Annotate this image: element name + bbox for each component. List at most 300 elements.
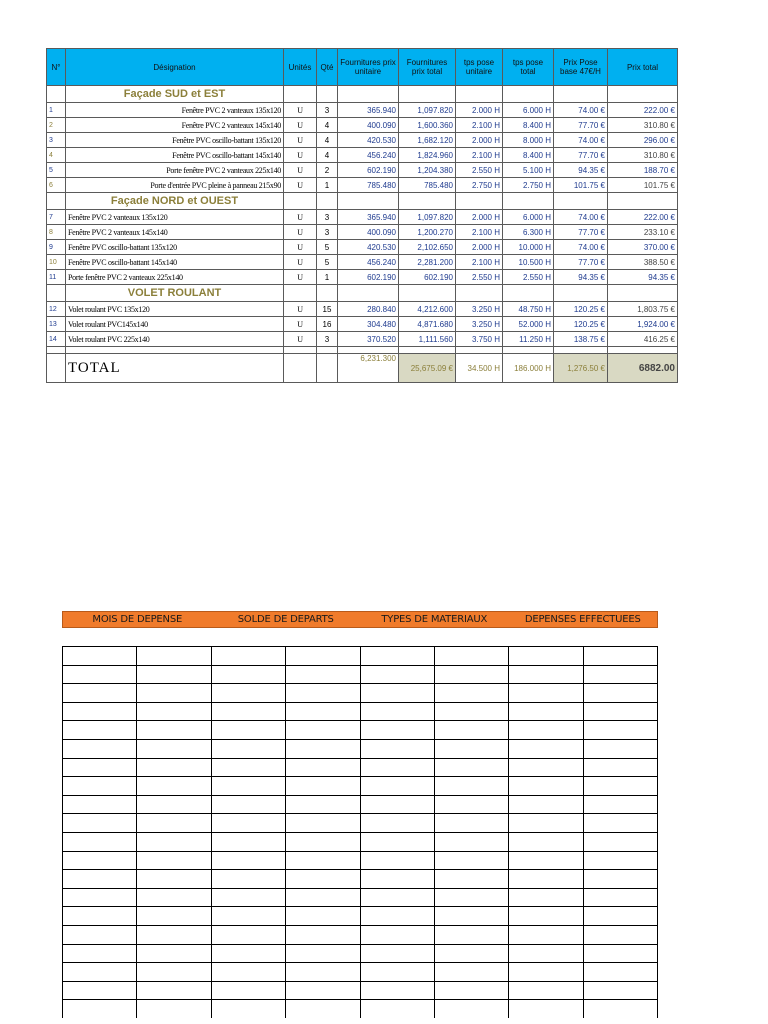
expenses-grid-cell[interactable] [360,962,434,981]
cell-num: 12 [47,302,66,317]
col-header-qte: Qté [317,49,338,86]
cell-prix-total: 222.00 € [608,103,678,118]
cell-tps-total: 6.000 H [503,103,554,118]
cell-fournitures-pu: 785.480 [338,178,399,193]
spacer-cell [608,347,678,354]
expenses-grid-cell[interactable] [360,888,434,907]
expenses-grid-cell[interactable] [508,702,582,721]
expenses-grid-cell[interactable] [508,999,582,1018]
expenses-grid-cell[interactable] [62,962,136,981]
expenses-grid-cell[interactable] [508,944,582,963]
expenses-grid-cell[interactable] [508,962,582,981]
expenses-grid-cell[interactable] [434,925,508,944]
cell-tps-total: 6.000 H [503,210,554,225]
expenses-grid-cell[interactable] [434,999,508,1018]
total-empty-unite [284,354,317,383]
expenses-grid-cell[interactable] [136,888,210,907]
cell-designation: Volet roulant PVC 135x120 [66,302,284,317]
expenses-grid-cell[interactable] [136,665,210,684]
section-empty-cell [456,193,503,210]
expenses-grid-cell[interactable] [136,776,210,795]
expenses-grid-cell[interactable] [285,665,359,684]
expenses-grid-row [62,646,658,665]
cell-unite: U [284,270,317,285]
section-empty-cell [317,193,338,210]
cell-fournitures-pt: 1,097.820 [399,210,456,225]
cell-fournitures-pu: 420.530 [338,133,399,148]
expenses-grid-cell[interactable] [62,869,136,888]
expenses-grid-cell[interactable] [508,869,582,888]
expenses-grid-cell[interactable] [136,981,210,1000]
expenses-grid-cell[interactable] [285,981,359,1000]
expenses-grid-cell[interactable] [360,646,434,665]
section-empty-cell [399,193,456,210]
expenses-grid-cell[interactable] [211,888,285,907]
expenses-grid-cell[interactable] [434,832,508,851]
expenses-grid-cell[interactable] [434,851,508,870]
cell-tps-total: 52.000 H [503,317,554,332]
cell-num: 2 [47,118,66,133]
expenses-grid-cell[interactable] [508,758,582,777]
cell-num: 1 [47,103,66,118]
expenses-grid-cell[interactable] [508,851,582,870]
cell-fournitures-pu: 400.090 [338,225,399,240]
expenses-grid-cell[interactable] [434,683,508,702]
col-header-prix-pose: Prix Pose base 47€/H [554,49,608,86]
expenses-grid-cell[interactable] [583,665,658,684]
expenses-grid-cell[interactable] [583,906,658,925]
cell-tps-unitaire: 2.000 H [456,133,503,148]
expenses-grid-cell[interactable] [62,665,136,684]
expenses-grid-cell[interactable] [211,925,285,944]
expenses-grid-cell[interactable] [62,851,136,870]
expenses-grid-cell[interactable] [360,758,434,777]
expenses-grid-cell[interactable] [360,981,434,1000]
expenses-grid-cell[interactable] [285,720,359,739]
expenses-grid-cell[interactable] [508,906,582,925]
cell-unite: U [284,255,317,270]
expenses-grid-cell[interactable] [62,888,136,907]
expenses-grid-cell[interactable] [211,981,285,1000]
cell-qte: 3 [317,103,338,118]
expenses-grid-cell[interactable] [211,702,285,721]
expenses-grid-cell[interactable] [62,906,136,925]
cell-num: 8 [47,225,66,240]
expenses-grid-cell[interactable] [136,906,210,925]
cell-unite: U [284,332,317,347]
expenses-grid-cell[interactable] [434,702,508,721]
expenses-grid-cell[interactable] [136,646,210,665]
expenses-grid-cell[interactable] [360,869,434,888]
table-row [47,133,678,148]
section-empty-cell [608,193,678,210]
expenses-grid-cell[interactable] [136,999,210,1018]
expenses-grid-cell[interactable] [136,962,210,981]
cell-unite: U [284,240,317,255]
cell-qte: 4 [317,118,338,133]
cell-prix-total: 296.00 € [608,133,678,148]
expenses-grid-cell[interactable] [434,758,508,777]
cell-prix-pose: 74.00 € [554,133,608,148]
expenses-grid-cell[interactable] [583,832,658,851]
section-empty-cell [47,285,66,302]
cell-qte: 1 [317,178,338,193]
section-empty-cell [317,86,338,103]
expenses-grid-cell[interactable] [434,944,508,963]
cell-prix-pose: 94.35 € [554,163,608,178]
expenses-grid-cell[interactable] [62,720,136,739]
expenses-grid-cell[interactable] [285,832,359,851]
expenses-grid-cell[interactable] [360,702,434,721]
expenses-grid-cell[interactable] [583,869,658,888]
expenses-grid-cell[interactable] [136,813,210,832]
expenses-grid-cell[interactable] [62,832,136,851]
expenses-grid-cell[interactable] [136,683,210,702]
cell-tps-total: 48.750 H [503,302,554,317]
cell-prix-total: 310.80 € [608,118,678,133]
cell-tps-unitaire: 3.250 H [456,317,503,332]
expenses-grid-row [62,795,658,814]
cell-qte: 2 [317,163,338,178]
cell-fournitures-pt: 4,212.600 [399,302,456,317]
expenses-grid-cell[interactable] [360,813,434,832]
expenses-grid-cell[interactable] [434,813,508,832]
cell-fournitures-pt: 4,871.680 [399,317,456,332]
cell-designation: Fenêtre PVC oscillo-battant 145x140 [66,255,284,270]
expenses-grid-row [62,981,658,1000]
expenses-grid-row [62,683,658,702]
section-empty-cell [456,86,503,103]
expenses-grid-cell[interactable] [211,962,285,981]
expenses-grid-cell[interactable] [360,851,434,870]
cell-tps-total: 5.100 H [503,163,554,178]
expenses-grid-cell[interactable] [285,795,359,814]
section-empty-cell [456,285,503,302]
expenses-header-mois: MOIS DE DEPENSE [92,614,183,625]
expenses-grid-cell[interactable] [583,999,658,1018]
cell-unite: U [284,163,317,178]
cell-fournitures-pu: 456.240 [338,255,399,270]
expenses-grid-cell[interactable] [136,832,210,851]
expenses-grid-cell[interactable] [583,813,658,832]
cell-fournitures-pt: 1,204.380 [399,163,456,178]
col-header-num: N° [47,49,66,86]
expenses-grid-cell[interactable] [583,795,658,814]
cell-qte: 5 [317,240,338,255]
expenses-grid-cell[interactable] [583,683,658,702]
expenses-grid-cell[interactable] [285,888,359,907]
cell-fournitures-pu: 602.190 [338,270,399,285]
expenses-grid-cell[interactable] [434,906,508,925]
expenses-grid-cell[interactable] [62,944,136,963]
expenses-grid-cell[interactable] [62,999,136,1018]
expenses-grid-cell[interactable] [62,702,136,721]
cell-fournitures-pu: 456.240 [338,148,399,163]
cell-unite: U [284,133,317,148]
expenses-grid-cell[interactable] [62,739,136,758]
spacer-cell [284,347,317,354]
expenses-grid-cell[interactable] [211,944,285,963]
section-empty-cell [554,86,608,103]
expenses-grid-cell[interactable] [62,795,136,814]
table-row [47,270,678,285]
expenses-grid-cell[interactable] [434,962,508,981]
expenses-header [62,611,658,628]
cell-prix-total: 1,803.75 € [608,302,678,317]
expenses-grid-cell[interactable] [211,813,285,832]
cell-unite: U [284,118,317,133]
table-row [47,240,678,255]
spacer-cell [399,347,456,354]
expenses-grid-cell[interactable] [508,720,582,739]
expenses-grid-cell[interactable] [211,683,285,702]
expenses-grid-cell[interactable] [285,869,359,888]
table-row [47,148,678,163]
total-empty-qte [317,354,338,383]
section-empty-cell [47,86,66,103]
expenses-grid-cell[interactable] [285,813,359,832]
expenses-grid-cell[interactable] [285,962,359,981]
cell-prix-pose: 77.70 € [554,148,608,163]
expenses-grid-cell[interactable] [434,981,508,1000]
expenses-grid-cell[interactable] [360,720,434,739]
total-tps-total: 186.000 H [503,354,554,383]
expenses-grid-cell[interactable] [508,739,582,758]
cell-qte: 4 [317,133,338,148]
expenses-grid-row [62,944,658,963]
expenses-grid-cell[interactable] [434,646,508,665]
expenses-grid-cell[interactable] [285,702,359,721]
cell-tps-total: 10.500 H [503,255,554,270]
expenses-grid-cell[interactable] [583,981,658,1000]
section-empty-cell [399,285,456,302]
cell-tps-total: 8.400 H [503,148,554,163]
expenses-grid-cell[interactable] [211,851,285,870]
cell-fournitures-pu: 304.480 [338,317,399,332]
expenses-grid-cell[interactable] [508,665,582,684]
spacer-cell [338,347,399,354]
cell-num: 9 [47,240,66,255]
quote-table [46,48,678,383]
expenses-grid-cell[interactable] [285,906,359,925]
cell-prix-pose: 120.25 € [554,302,608,317]
expenses-grid-row [62,720,658,739]
expenses-grid-cell[interactable] [360,776,434,795]
cell-unite: U [284,103,317,118]
cell-fournitures-pt: 1,600.360 [399,118,456,133]
expenses-grid-cell[interactable] [211,999,285,1018]
expenses-grid-cell[interactable] [136,758,210,777]
expenses-grid-cell[interactable] [62,683,136,702]
expenses-grid-cell[interactable] [434,776,508,795]
expenses-grid-cell[interactable] [508,925,582,944]
spacer-row [47,347,678,354]
table-row [47,163,678,178]
expenses-grid-cell[interactable] [508,888,582,907]
cell-tps-unitaire: 3.750 H [456,332,503,347]
section-empty-cell [338,285,399,302]
cell-prix-total: 222.00 € [608,210,678,225]
expenses-grid-cell[interactable] [583,702,658,721]
expenses-grid-cell[interactable] [360,999,434,1018]
cell-prix-total: 1,924.00 € [608,317,678,332]
expenses-grid-row [62,665,658,684]
expenses-grid-cell[interactable] [285,925,359,944]
expenses-grid-cell[interactable] [583,925,658,944]
expenses-grid-cell[interactable] [583,944,658,963]
cell-fournitures-pu: 602.190 [338,163,399,178]
cell-unite: U [284,178,317,193]
cell-designation: Fenêtre PVC 2 vanteaux 145x140 [66,225,284,240]
expenses-grid-cell[interactable] [62,758,136,777]
expenses-grid-cell[interactable] [136,925,210,944]
cell-designation: Fenêtre PVC oscillo-battant 135x120 [66,133,284,148]
cell-fournitures-pu: 365.940 [338,103,399,118]
total-fournitures-pt: 25,675.09 € [399,354,456,383]
expenses-grid-cell[interactable] [583,646,658,665]
expenses-grid-cell[interactable] [285,739,359,758]
cell-prix-total: 310.80 € [608,148,678,163]
section-empty-cell [284,285,317,302]
expenses-grid [62,646,658,1018]
expenses-grid-cell[interactable] [360,944,434,963]
expenses-grid-row [62,925,658,944]
expenses-grid-cell[interactable] [360,739,434,758]
cell-num: 10 [47,255,66,270]
expenses-grid-cell[interactable] [508,813,582,832]
spacer-cell [456,347,503,354]
expenses-grid-row [62,869,658,888]
expenses-grid-cell[interactable] [136,944,210,963]
expenses-grid-cell[interactable] [508,795,582,814]
expenses-grid-cell[interactable] [434,739,508,758]
expenses-grid-cell[interactable] [136,869,210,888]
cell-fournitures-pt: 2,102.650 [399,240,456,255]
expenses-grid-cell[interactable] [508,683,582,702]
expenses-grid-cell[interactable] [360,683,434,702]
expenses-grid-cell[interactable] [211,869,285,888]
expenses-grid-cell[interactable] [360,906,434,925]
cell-tps-unitaire: 2.550 H [456,163,503,178]
expenses-grid-cell[interactable] [62,925,136,944]
expenses-grid-cell[interactable] [583,962,658,981]
cell-designation: Fenêtre PVC oscillo-battant 145x140 [66,148,284,163]
expenses-grid-cell[interactable] [285,683,359,702]
expenses-grid-cell[interactable] [136,702,210,721]
cell-designation: Fenêtre PVC 2 vanteaux 145x140 [66,118,284,133]
cell-prix-pose: 77.70 € [554,118,608,133]
expenses-grid-cell[interactable] [360,925,434,944]
cell-fournitures-pu: 365.940 [338,210,399,225]
expenses-grid-cell[interactable] [211,906,285,925]
section-empty-cell [338,193,399,210]
cell-tps-unitaire: 2.100 H [456,225,503,240]
total-prix-total: 6882.00 [608,354,678,383]
expenses-grid-cell[interactable] [434,795,508,814]
expenses-grid-cell[interactable] [211,646,285,665]
section-empty-cell [503,285,554,302]
expenses-grid-cell[interactable] [508,832,582,851]
cell-tps-unitaire: 3.250 H [456,302,503,317]
expenses-grid-cell[interactable] [508,981,582,1000]
expenses-grid-cell[interactable] [285,944,359,963]
expenses-grid-cell[interactable] [136,739,210,758]
expenses-grid-cell[interactable] [211,795,285,814]
expenses-grid-cell[interactable] [285,851,359,870]
cell-fournitures-pt: 1,824.960 [399,148,456,163]
col-header-designation: Désignation [66,49,284,86]
expenses-grid-cell[interactable] [285,646,359,665]
expenses-grid-row [62,962,658,981]
expenses-grid-cell[interactable] [62,813,136,832]
expenses-grid-cell[interactable] [583,739,658,758]
expenses-grid-cell[interactable] [360,665,434,684]
section-row [47,285,678,302]
expenses-grid-cell[interactable] [62,776,136,795]
section-empty-cell [554,193,608,210]
cell-tps-total: 11.250 H [503,332,554,347]
expenses-grid-cell[interactable] [285,999,359,1018]
expenses-grid-cell[interactable] [285,776,359,795]
expenses-grid-row [62,813,658,832]
expenses-grid-cell[interactable] [583,758,658,777]
expenses-grid-cell[interactable] [583,888,658,907]
expenses-grid-cell[interactable] [583,720,658,739]
expenses-grid-cell[interactable] [508,646,582,665]
expenses-grid-cell[interactable] [136,795,210,814]
section-empty-cell [47,193,66,210]
expenses-grid-cell[interactable] [211,720,285,739]
cell-prix-pose: 74.00 € [554,240,608,255]
cell-prix-total: 94.35 € [608,270,678,285]
expenses-grid-cell[interactable] [434,869,508,888]
expenses-grid-cell[interactable] [583,776,658,795]
cell-fournitures-pt: 1,097.820 [399,103,456,118]
expenses-grid-cell[interactable] [62,646,136,665]
expenses-grid-cell[interactable] [211,665,285,684]
expenses-grid-cell[interactable] [211,758,285,777]
cell-fournitures-pt: 1,682.120 [399,133,456,148]
cell-qte: 4 [317,148,338,163]
expenses-grid-cell[interactable] [360,832,434,851]
expenses-grid-cell[interactable] [434,888,508,907]
expenses-grid-cell[interactable] [360,795,434,814]
cell-num: 13 [47,317,66,332]
expenses-grid-cell[interactable] [136,720,210,739]
expenses-grid-cell[interactable] [508,776,582,795]
table-row [47,332,678,347]
expenses-grid-cell[interactable] [211,739,285,758]
expenses-grid-cell[interactable] [62,981,136,1000]
expenses-grid-cell[interactable] [211,832,285,851]
expenses-grid-row [62,851,658,870]
expenses-grid-cell[interactable] [211,776,285,795]
section-empty-cell [317,285,338,302]
table-row [47,302,678,317]
cell-num: 4 [47,148,66,163]
section-title: Façade SUD et EST [66,86,284,103]
cell-qte: 5 [317,255,338,270]
expenses-grid-cell[interactable] [434,720,508,739]
section-row [47,193,678,210]
expenses-grid-cell[interactable] [434,665,508,684]
total-row [47,354,678,383]
expenses-grid-cell[interactable] [285,758,359,777]
expenses-grid-cell[interactable] [136,851,210,870]
cell-qte: 15 [317,302,338,317]
section-empty-cell [399,86,456,103]
expenses-grid-cell[interactable] [583,851,658,870]
